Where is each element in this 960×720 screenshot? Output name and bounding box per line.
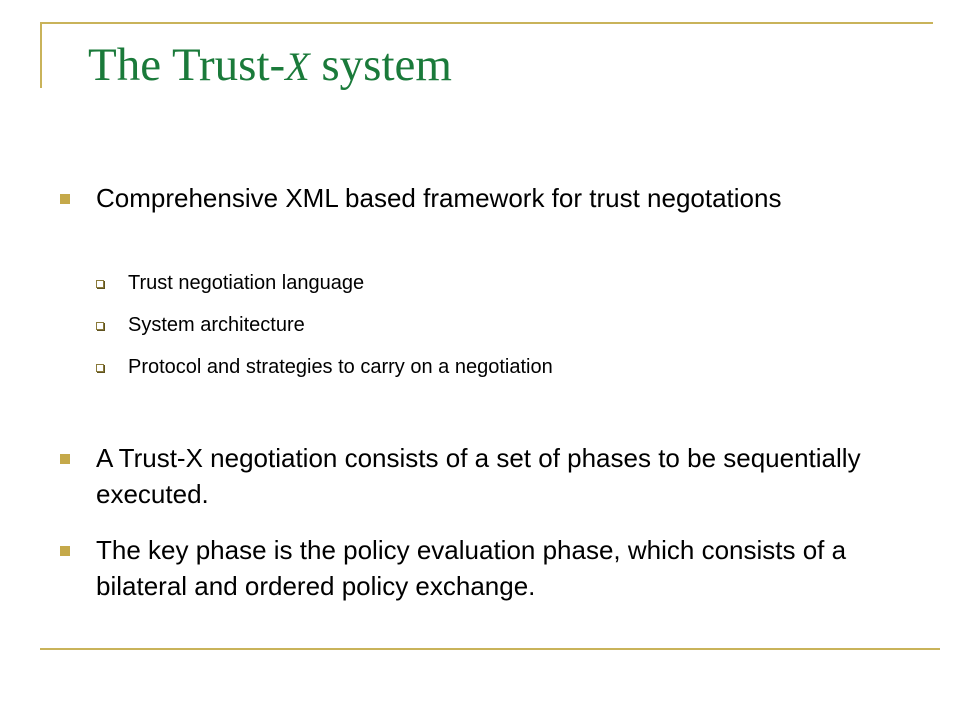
bullet-text: Comprehensive XML based framework for trust negotations	[96, 183, 782, 213]
left-decorative-rule	[40, 22, 42, 88]
bullet-text: The key phase is the policy evaluation phase, which consists of a bilateral and ordered policy exchange.	[96, 535, 847, 601]
title-suffix: system	[309, 39, 452, 91]
title-prefix: The Trust-	[88, 39, 286, 91]
top-decorative-rule	[40, 22, 933, 24]
title-x: X	[285, 44, 310, 89]
sub-bullet-text: Trust negotiation language	[128, 272, 365, 294]
square-bullet-icon	[60, 546, 70, 556]
hollow-square-bullet-icon	[96, 364, 104, 372]
sub-bullet-text: Protocol and strategies to carry on a negotiation	[128, 356, 553, 378]
hollow-square-bullet-icon	[96, 280, 104, 288]
sub-bullet-text: System architecture	[128, 314, 305, 336]
slide-title	[88, 34, 452, 98]
square-bullet-icon	[60, 454, 70, 464]
bottom-decorative-rule	[40, 648, 940, 650]
hollow-square-bullet-icon	[96, 322, 104, 330]
square-bullet-icon	[60, 194, 70, 204]
bullet-text: A Trust-X negotiation consists of a set of phases to be sequentially executed.	[96, 443, 861, 509]
